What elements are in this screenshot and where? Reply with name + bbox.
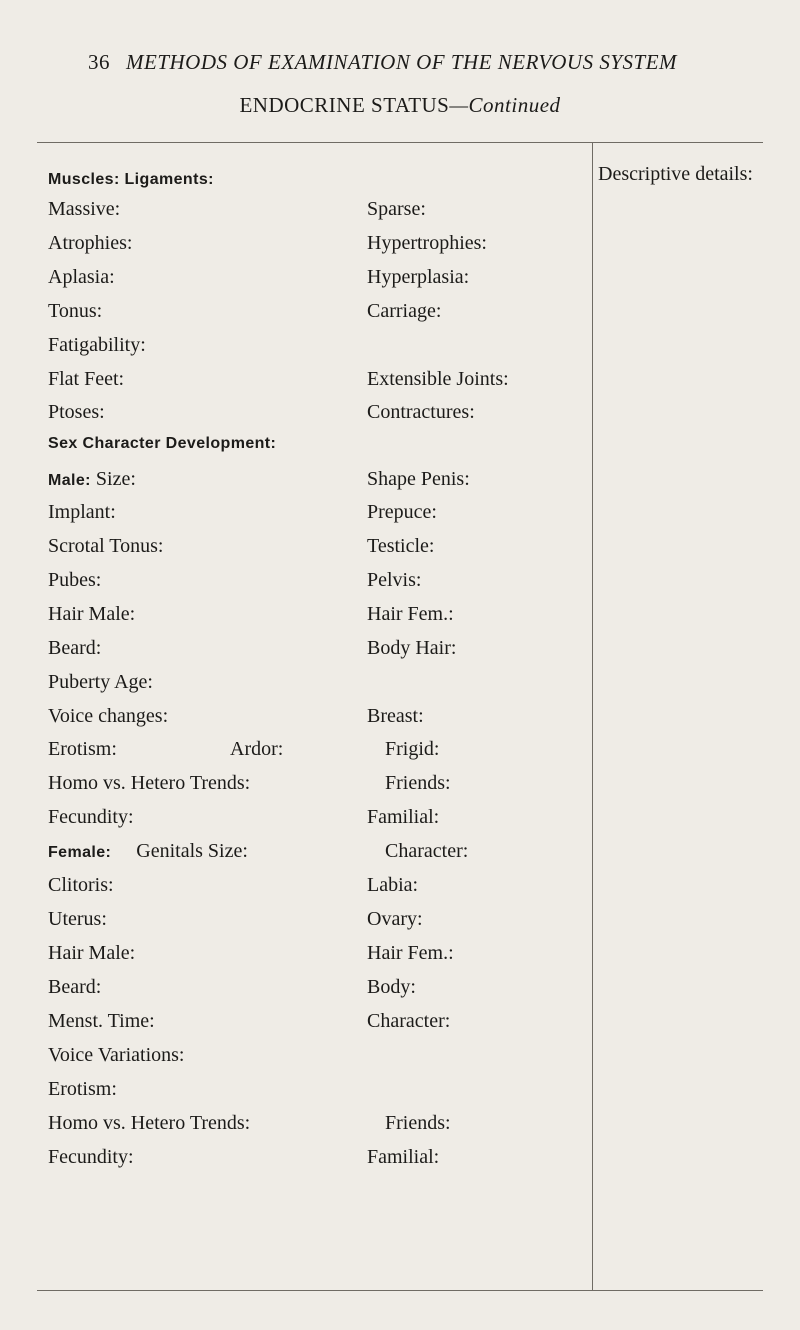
field-male-friends: Friends: bbox=[385, 772, 451, 794]
field-body-hair: Body Hair: bbox=[367, 637, 457, 659]
page-number: 36 bbox=[88, 50, 110, 74]
field-frigid: Frigid: bbox=[385, 738, 440, 760]
field-implant: Implant: bbox=[48, 501, 116, 523]
field-voice-variations: Voice Variations: bbox=[48, 1044, 185, 1066]
field-female-hair-male: Hair Male: bbox=[48, 942, 136, 964]
field-carriage: Carriage: bbox=[367, 300, 442, 322]
running-head bbox=[88, 50, 768, 75]
field-female-character: Character: bbox=[385, 840, 469, 862]
field-female-homo-hetero: Homo vs. Hetero Trends: bbox=[48, 1112, 251, 1134]
field-massive: Massive: bbox=[48, 198, 121, 220]
field-male-beard: Beard: bbox=[48, 637, 102, 659]
field-breast: Breast: bbox=[367, 705, 424, 727]
field-puberty-age: Puberty Age: bbox=[48, 671, 153, 693]
field-female-character-2: Character: bbox=[367, 1010, 451, 1032]
section-title bbox=[0, 93, 800, 118]
field-male-erotism: Erotism: bbox=[48, 738, 117, 760]
field-genitals-size: Genitals Size: bbox=[136, 840, 248, 862]
field-male-fecundity: Fecundity: bbox=[48, 806, 134, 828]
female-genitals-row bbox=[48, 836, 248, 866]
field-uterus: Uterus: bbox=[48, 908, 107, 930]
field-male-familial: Familial: bbox=[367, 806, 440, 828]
field-female-beard: Beard: bbox=[48, 976, 102, 998]
field-fatigability: Fatigability: bbox=[48, 334, 146, 356]
field-ardor: Ardor: bbox=[230, 738, 284, 760]
field-clitoris: Clitoris: bbox=[48, 874, 114, 896]
running-title: METHODS OF EXAMINATION OF THE NERVOUS SYSTEM bbox=[126, 50, 678, 74]
male-label: Male: bbox=[48, 472, 91, 489]
section-title-main: ENDOCRINE STATUS bbox=[239, 93, 450, 117]
field-aplasia: Aplasia: bbox=[48, 266, 115, 288]
field-tonus: Tonus: bbox=[48, 300, 103, 322]
field-female-body: Body: bbox=[367, 976, 416, 998]
field-menst-time: Menst. Time: bbox=[48, 1010, 155, 1032]
field-scrotal-tonus: Scrotal Tonus: bbox=[48, 535, 164, 557]
sex-development-heading: Sex Character Development: bbox=[48, 435, 277, 452]
field-female-familial: Familial: bbox=[367, 1146, 440, 1168]
bottom-rule bbox=[37, 1290, 763, 1291]
field-female-friends: Friends: bbox=[385, 1112, 451, 1134]
field-atrophies: Atrophies: bbox=[48, 232, 133, 254]
field-flat-feet: Flat Feet: bbox=[48, 368, 125, 390]
field-ptoses: Ptoses: bbox=[48, 401, 105, 423]
field-testicle: Testicle: bbox=[367, 535, 435, 557]
field-male-size: Size: bbox=[95, 468, 136, 490]
field-male-hair-male: Hair Male: bbox=[48, 603, 136, 625]
field-male-hair-fem: Hair Fem.: bbox=[367, 603, 454, 625]
field-male-homo-hetero: Homo vs. Hetero Trends: bbox=[48, 772, 251, 794]
field-labia: Labia: bbox=[367, 874, 419, 896]
field-pubes: Pubes: bbox=[48, 569, 102, 591]
top-rule bbox=[37, 142, 763, 143]
female-label: Female: bbox=[48, 844, 112, 861]
field-female-hair-fem: Hair Fem.: bbox=[367, 942, 454, 964]
field-hypertrophies: Hypertrophies: bbox=[367, 232, 487, 254]
field-female-erotism: Erotism: bbox=[48, 1078, 117, 1100]
field-pelvis: Pelvis: bbox=[367, 569, 422, 591]
field-hyperplasia: Hyperplasia: bbox=[367, 266, 470, 288]
field-shape-penis: Shape Penis: bbox=[367, 468, 470, 490]
muscles-heading: Muscles: Ligaments: bbox=[48, 171, 214, 188]
field-sparse: Sparse: bbox=[367, 198, 426, 220]
field-contractures: Contractures: bbox=[367, 401, 475, 423]
descriptive-details-header: Descriptive details: bbox=[598, 163, 753, 185]
field-voice-changes: Voice changes: bbox=[48, 705, 169, 727]
section-title-continued: —Continued bbox=[449, 93, 561, 117]
field-prepuce: Prepuce: bbox=[367, 501, 437, 523]
column-divider bbox=[592, 142, 593, 1290]
field-extensible-joints: Extensible Joints: bbox=[367, 368, 509, 390]
field-female-fecundity: Fecundity: bbox=[48, 1146, 134, 1168]
field-ovary: Ovary: bbox=[367, 908, 423, 930]
male-size-row bbox=[48, 464, 136, 494]
